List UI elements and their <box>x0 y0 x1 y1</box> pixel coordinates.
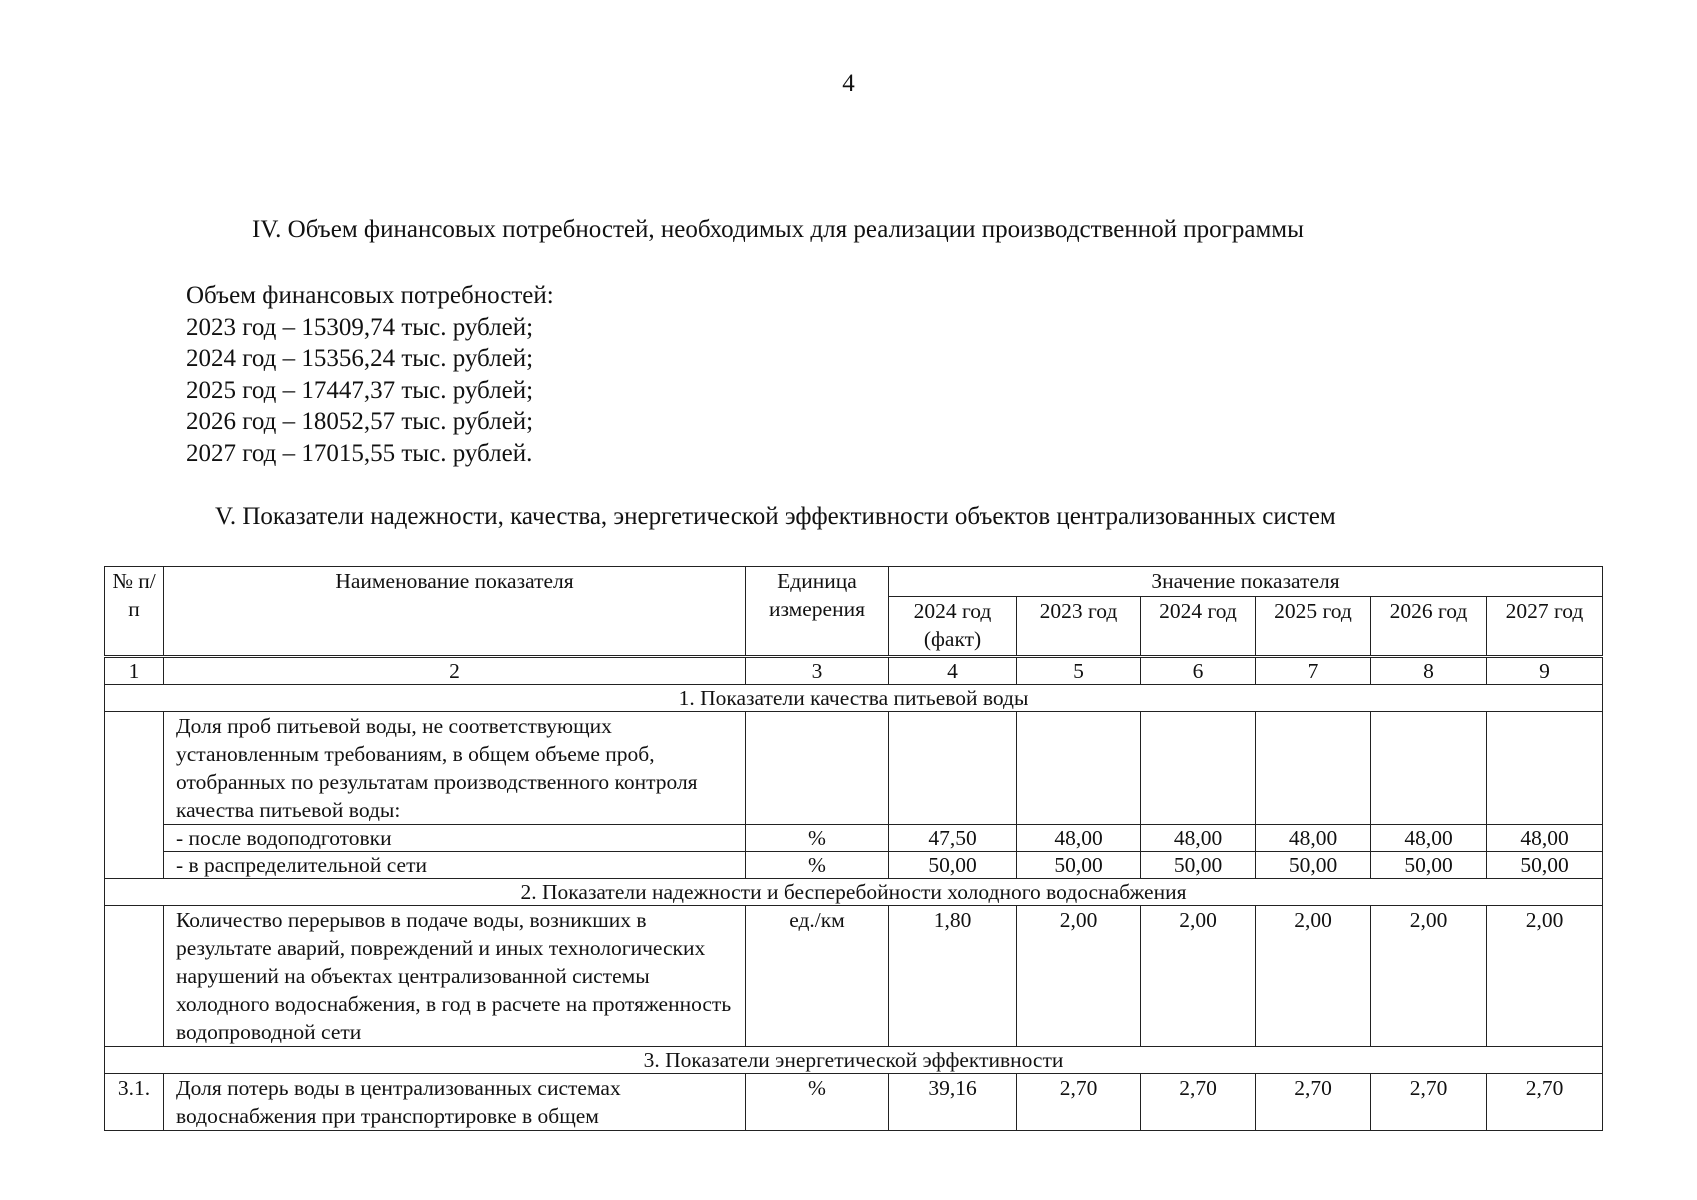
indicator-value: 2,00 <box>1487 906 1603 1047</box>
indicator-value: 2,00 <box>1141 906 1256 1047</box>
empty-cell <box>746 712 889 825</box>
row-num-cell <box>105 712 164 879</box>
header-unit: Единица измерения <box>746 567 889 657</box>
indicator-name: Доля проб питьевой воды, не соответствующих установленным требованиям, в общем объеме проб, отобранных по результатам производственного контроля качества питьевой воды: <box>164 712 746 825</box>
section-title: 3. Показатели энергетической эффективности <box>105 1047 1603 1074</box>
financial-needs-line: 2027 год – 17015,55 тыс. рублей. <box>186 439 533 467</box>
indicator-value: 2,00 <box>1256 906 1371 1047</box>
financial-needs-block <box>186 280 554 469</box>
table-row <box>105 825 1603 852</box>
empty-cell <box>889 712 1017 825</box>
page-number: 4 <box>842 70 855 97</box>
header-year: 2026 год <box>1371 597 1487 657</box>
row-num-cell: 3.1. <box>105 1074 164 1131</box>
empty-cell <box>1141 712 1256 825</box>
indicator-value: 1,80 <box>889 906 1017 1047</box>
indicator-value: 48,00 <box>1141 825 1256 852</box>
column-number: 4 <box>889 657 1017 685</box>
empty-cell <box>1017 712 1141 825</box>
table-row <box>105 712 1603 825</box>
indicator-unit: % <box>746 852 889 879</box>
financial-needs-intro: Объем финансовых потребностей: <box>186 282 554 309</box>
indicator-unit: ед./км <box>746 906 889 1047</box>
column-number: 9 <box>1487 657 1603 685</box>
section-row <box>105 1047 1603 1074</box>
indicator-name: Доля потерь воды в централизованных системах водоснабжения при транспортировке в общем <box>164 1074 746 1131</box>
section-row <box>105 685 1603 712</box>
indicator-value: 2,70 <box>1487 1074 1603 1131</box>
row-num-cell <box>105 906 164 1047</box>
header-year: 2023 год <box>1017 597 1141 657</box>
header-year: 2024 год <box>1141 597 1256 657</box>
indicator-value: 2,70 <box>1256 1074 1371 1131</box>
table-row <box>105 906 1603 1047</box>
indicator-value: 48,00 <box>1371 825 1487 852</box>
indicators-table <box>104 566 1603 1131</box>
table-row <box>105 852 1603 879</box>
indicator-value: 50,00 <box>1141 852 1256 879</box>
financial-needs-line: 2023 год – 15309,74 тыс. рублей; <box>186 313 534 341</box>
indicator-value: 2,00 <box>1017 906 1141 1047</box>
header-value-group: Значение показателя <box>889 567 1603 597</box>
header-year: 2027 год <box>1487 597 1603 657</box>
financial-needs-line: 2026 год – 18052,57 тыс. рублей; <box>186 408 534 435</box>
section-row <box>105 879 1603 906</box>
indicator-value: 39,16 <box>889 1074 1017 1131</box>
column-number: 5 <box>1017 657 1141 685</box>
indicator-unit: % <box>746 825 889 852</box>
empty-cell <box>1487 712 1603 825</box>
table-row <box>105 1074 1603 1131</box>
indicator-value: 47,50 <box>889 825 1017 852</box>
indicator-name: - в распределительной сети <box>164 852 746 879</box>
indicator-value: 48,00 <box>1487 825 1603 852</box>
indicator-value: 50,00 <box>1256 852 1371 879</box>
header-year: 2024 год (факт) <box>889 597 1017 657</box>
empty-cell <box>1371 712 1487 825</box>
section-iv-title: IV. Объем финансовых потребностей, необходимых для реализации производственной программы <box>252 216 1304 243</box>
column-numbers-row <box>105 657 1603 685</box>
financial-needs-line: 2025 год – 17447,37 тыс. рублей; <box>186 376 534 404</box>
indicator-name: - после водоподготовки <box>164 825 746 852</box>
column-number: 1 <box>105 657 164 685</box>
indicator-value: 48,00 <box>1017 825 1141 852</box>
column-number: 6 <box>1141 657 1256 685</box>
empty-cell <box>1256 712 1371 825</box>
indicator-value: 50,00 <box>1371 852 1487 879</box>
column-number: 2 <box>164 657 746 685</box>
indicator-value: 50,00 <box>1017 852 1141 879</box>
header-name: Наименование показателя <box>164 567 746 657</box>
indicator-value: 2,00 <box>1371 906 1487 1047</box>
indicator-value: 2,70 <box>1017 1074 1141 1131</box>
header-year: 2025 год <box>1256 597 1371 657</box>
section-v-title: V. Показатели надежности, качества, энергетической эффективности объектов централизованных систем <box>215 503 1336 530</box>
indicator-value: 50,00 <box>889 852 1017 879</box>
indicator-value: 50,00 <box>1487 852 1603 879</box>
financial-needs-line: 2024 год – 15356,24 тыс. рублей; <box>186 345 534 372</box>
header-num: № п/п <box>105 567 164 657</box>
column-number: 8 <box>1371 657 1487 685</box>
indicator-name: Количество перерывов в подаче воды, возникших в результате аварий, повреждений и иных технологических нарушений на объектах централизованной системы холодного водоснабжения, в год в расчете на протяженность водопроводной сети <box>164 906 746 1047</box>
indicator-value: 2,70 <box>1141 1074 1256 1131</box>
column-number: 7 <box>1256 657 1371 685</box>
section-title: 1. Показатели качества питьевой воды <box>105 685 1603 712</box>
table-header-row <box>105 567 1603 597</box>
indicator-value: 48,00 <box>1256 825 1371 852</box>
indicator-unit: % <box>746 1074 889 1131</box>
section-title: 2. Показатели надежности и бесперебойности холодного водоснабжения <box>105 879 1603 906</box>
column-number: 3 <box>746 657 889 685</box>
indicator-value: 2,70 <box>1371 1074 1487 1131</box>
